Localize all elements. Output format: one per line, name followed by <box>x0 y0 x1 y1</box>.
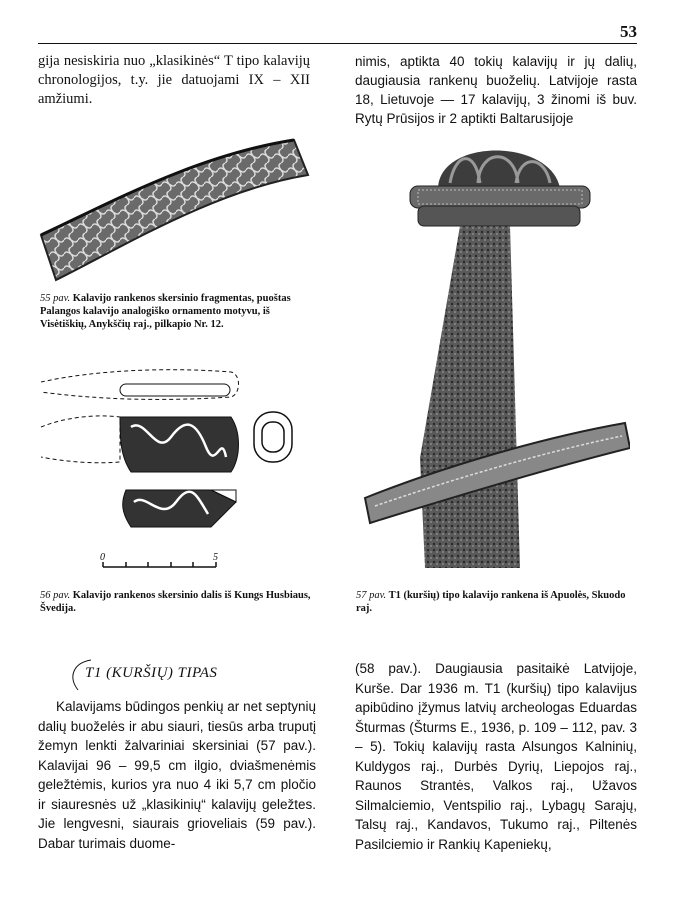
figure-55-crossguard-photo <box>36 135 316 285</box>
bottom-left-paragraph <box>38 697 316 853</box>
paragraph-text: Kalavijams būdingos penkių ar net septynių dalių buoželės ir abu siauri, tiesūs arba truputį žemyn lenkti žalvariniai skersiniai (57 pav.). Kalavijai 96 – 99,5 cm ilgio, dviašmenėmis geležtėmis, kurios yra nuo 4 iki 5,7 cm pločio ir siauresnės už „klasikinių“ kalavijų geležtes. Jie lengvesni, siaurais grioveliais (59 pav.). Dabar turimais duome- <box>38 699 316 851</box>
figure-57-text: T1 (kuršių) tipo kalavijo rankena iš Apuolės, Skuodo raj. <box>356 590 626 614</box>
paragraph-text: (58 pav.). Daugiausia pasitaikė Latvijoje, Kurše. Dar 1936 m. T1 (kuršių) tipo kalavijus apibūdino įžymus latvių archeologas Eduardas Šturmas (Šturms E., 1936, p. 109 – 112, pav. 3 – 5). Tokių kalavijų rasta Alsungos Kalninių, Kuldygos raj., Durbės Dyrių, Liepojos raj., Raunos Strantės, Valkos raj., Užavos Silmalciemio, Ventspilio raj., Lybagų Sarajų, Talsų raj., Kandavos, Tukumo raj., Piltenės Pasilciemio ir Rankių Kapeniekų, <box>355 661 637 852</box>
top-left-paragraph <box>38 52 310 109</box>
scale-label-five: 5 <box>213 552 218 563</box>
top-right-paragraph <box>355 52 637 128</box>
paragraph-text: nimis, aptikta 40 tokių kalavijų ir jų dalių, daugiausia rankenų buoželių. Latvijoje rasta 18, Lietuvoje — 17 kalavijų, 3 žinomi iš buv. Rytų Prūsijos ir 2 aptikti Baltarusijoje <box>355 54 637 126</box>
figure-57-number: 57 pav. <box>356 590 387 601</box>
figure-57-sword-hilt-photo <box>360 128 630 578</box>
paragraph-text: gija nesiskiria nuo „klasikinės“ T tipo kalavijų chronologijos, t.y. jie datuojami IX – XII amžiumi. <box>38 53 310 107</box>
figure-55-caption <box>40 292 318 331</box>
figure-56-drawing <box>36 362 306 572</box>
scale-label-zero: 0 <box>100 552 105 563</box>
figure-56-text: Kalavijo rankenos skersinio dalis iš Kungs Husbiaus, Švedija. <box>40 590 311 614</box>
header-rule <box>38 43 637 44</box>
figure-56-caption <box>40 589 318 615</box>
bottom-right-paragraph <box>355 659 637 854</box>
figure-55-text: Kalavijo rankenos skersinio fragmentas, puoštas Palangos kalavijo analogiško ornamento motyvu, iš Visėtiškių, Anykščių raj., pilkapio Nr. 12. <box>40 293 291 330</box>
figure-56-number: 56 pav. <box>40 590 71 601</box>
section-heading: T1 (KURŠIŲ) TIPAS <box>85 665 218 681</box>
page-number: 53 <box>620 22 637 41</box>
figure-55-number: 55 pav. <box>40 293 71 304</box>
figure-57-caption <box>356 589 641 615</box>
